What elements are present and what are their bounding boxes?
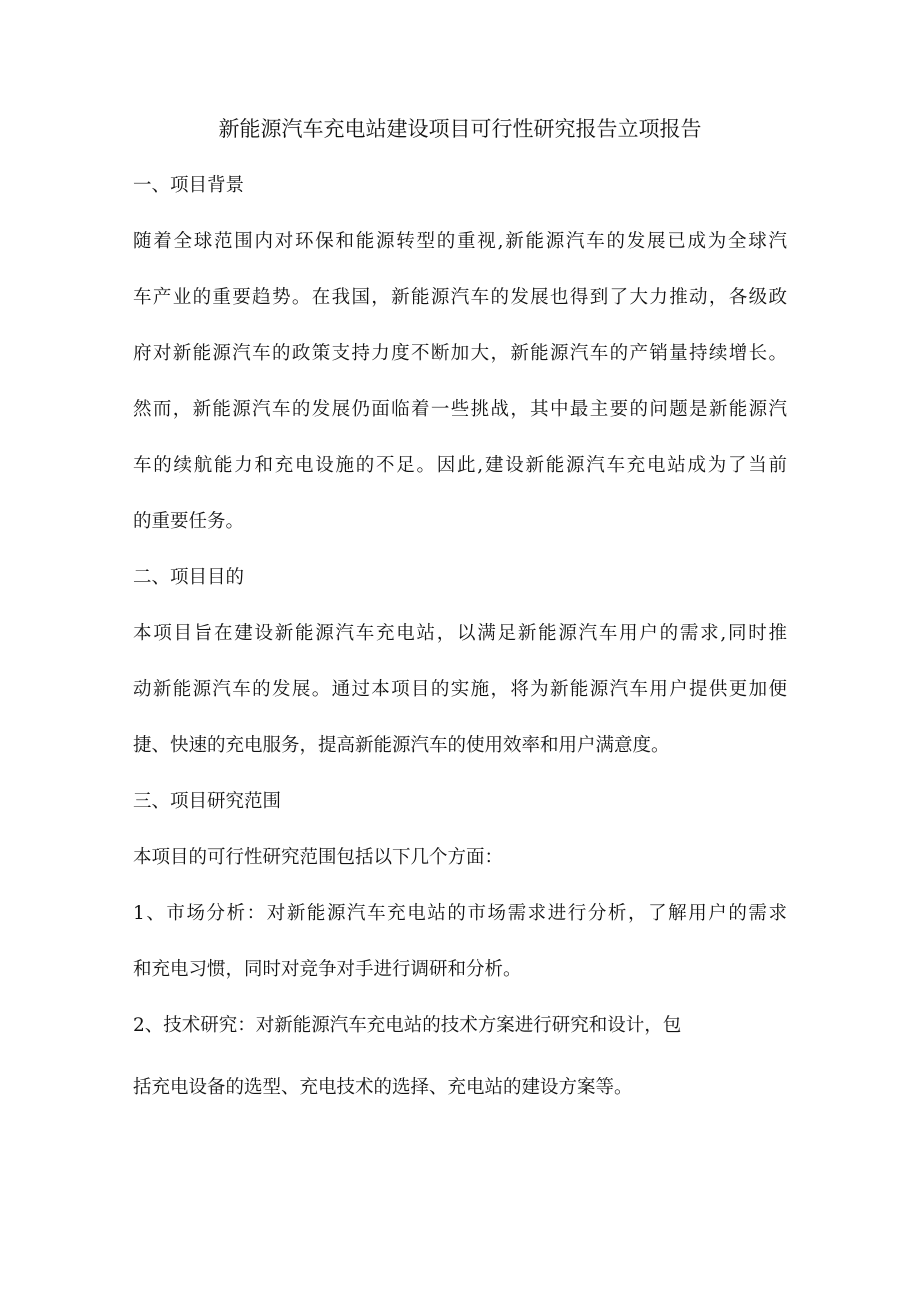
document-title: 新能源汽车充电站建设项目可行性研究报告立项报告 xyxy=(218,117,702,141)
paragraph-line: 本项目旨在建设新能源汽车充电站，以满足新能源汽车用户的需求,同时推 xyxy=(133,623,787,644)
paragraph-line: 动新能源汽车的发展。通过本项目的实施，将为新能源汽车用户提供更加便 xyxy=(133,679,787,700)
paragraph-line: 府对新能源汽车的政策支持力度不断加大，新能源汽车的产销量持续增长。 xyxy=(133,343,787,364)
paragraph-line: 捷、快速的充电服务，提高新能源汽车的使用效率和用户满意度。 xyxy=(133,735,670,756)
list-item-market-analysis: 1、市场分析：对新能源汽车充电站的市场需求进行分析，了解用户的需求 xyxy=(133,903,787,924)
paragraph-line: 和充电习惯，同时对竞争对手进行调研和分析。 xyxy=(133,959,522,980)
paragraph-line: 本项目的可行性研究范围包括以下几个方面： xyxy=(133,847,504,868)
paragraph-line: 车产业的重要趋势。在我国，新能源汽车的发展也得到了大力推动，各级政 xyxy=(133,287,787,308)
section-heading-scope: 三、项目研究范围 xyxy=(133,791,282,812)
list-item-technical-research: 2、技术研究：对新能源汽车充电站的技术方案进行研究和设计，包 xyxy=(133,1015,682,1036)
section-heading-purpose: 二、项目目的 xyxy=(133,567,245,588)
paragraph-line: 括充电设备的选型、充电技术的选择、充电站的建设方案等。 xyxy=(133,1077,633,1098)
section-heading-background: 一、项目背景 xyxy=(133,175,245,196)
paragraph-line: 然而，新能源汽车的发展仍面临着一些挑战，其中最主要的问题是新能源汽 xyxy=(133,399,787,420)
paragraph-line: 的重要任务。 xyxy=(133,511,245,532)
paragraph-line: 随着全球范围内对环保和能源转型的重视,新能源汽车的发展已成为全球汽 xyxy=(133,231,787,252)
paragraph-line: 车的续航能力和充电设施的不足。因此,建设新能源汽车充电站成为了当前 xyxy=(133,455,787,476)
